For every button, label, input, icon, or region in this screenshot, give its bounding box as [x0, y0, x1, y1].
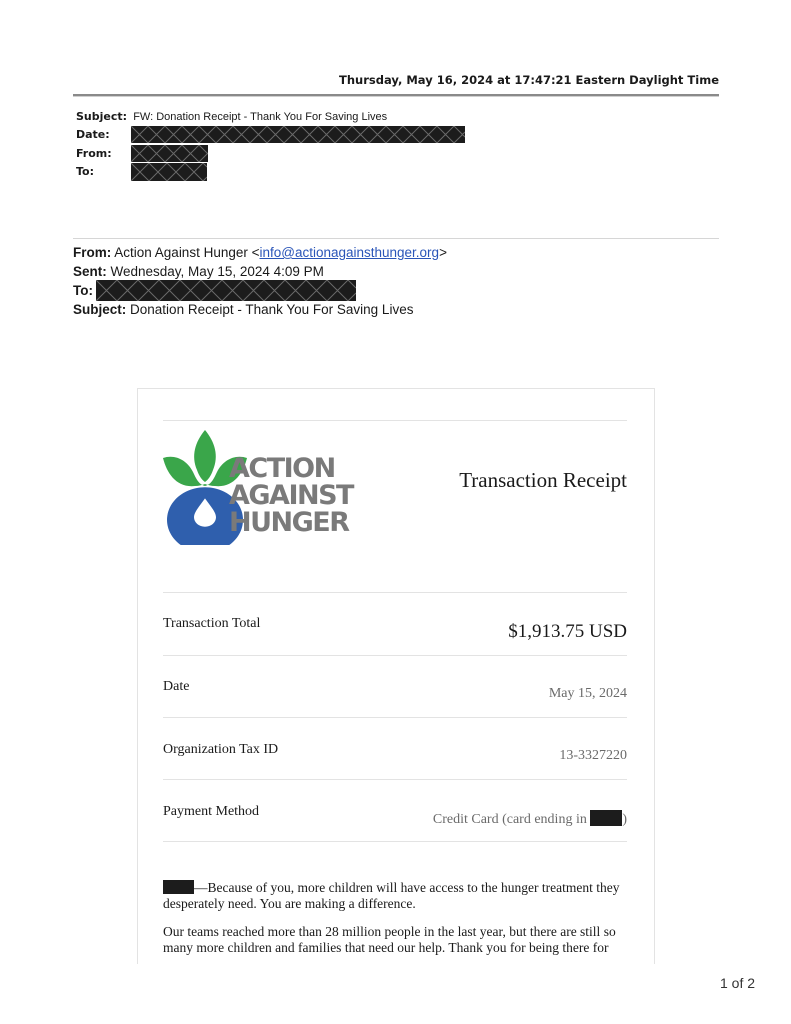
- row-divider: [163, 592, 627, 593]
- outer-from-label: From:: [76, 147, 112, 160]
- payment-method-label: Payment Method: [163, 804, 260, 819]
- fwd-sent-label: Sent:: [73, 264, 107, 279]
- email-divider: [73, 238, 719, 239]
- redaction-to: [131, 163, 207, 181]
- logo-text-against: AGAINST: [229, 480, 353, 511]
- impact-paragraph: Our teams reached more than 28 million people in the last year, but there are still so many more children and families that need our help. Thank you for being there for: [163, 924, 616, 955]
- redaction-from: [131, 145, 208, 162]
- fwd-from-close: >: [439, 245, 447, 260]
- payment-method-value: [433, 810, 627, 828]
- fwd-from-label: From:: [73, 245, 112, 260]
- fwd-sent-value: Wednesday, May 15, 2024 4:09 PM: [110, 264, 324, 279]
- outer-subject-label: Subject:: [76, 110, 128, 123]
- page-number: 1 of 2: [720, 975, 756, 991]
- transaction-total-label: Transaction Total: [163, 616, 261, 631]
- redaction-date: [131, 126, 465, 143]
- fwd-from-name: Action Against Hunger <: [114, 245, 260, 260]
- transaction-total-value: $1,913.75 USD: [508, 621, 627, 642]
- thank-you-paragraph: [163, 880, 629, 911]
- date-value: May 15, 2024: [548, 686, 627, 701]
- outer-subject-line: [76, 110, 387, 123]
- fwd-subject-value: Donation Receipt - Thank You For Saving Lives: [130, 302, 414, 317]
- logo-text-action: ACTION: [229, 453, 335, 484]
- outer-to-label: To:: [76, 165, 94, 178]
- redaction-donor-name: [163, 880, 194, 894]
- tax-id-label: Organization Tax ID: [163, 742, 279, 757]
- card-top-rule: [163, 420, 627, 421]
- row-divider: [163, 655, 627, 656]
- payment-method-prefix: Credit Card (card ending in: [432, 812, 591, 827]
- redaction-card-digits: [590, 810, 622, 826]
- tax-id-value: 13-3327220: [559, 748, 627, 763]
- outer-from-line: [76, 147, 112, 160]
- redaction-fwd-to: [96, 280, 356, 301]
- fwd-subject-label: Subject:: [73, 302, 127, 317]
- fwd-sent-line: [73, 264, 324, 279]
- fwd-subject-line: [73, 302, 413, 317]
- fwd-to-label: To:: [73, 283, 93, 298]
- date-label: Date: [163, 679, 190, 694]
- outer-to-line: [76, 165, 94, 178]
- row-divider: [163, 779, 627, 780]
- print-timestamp-header: Thursday, May 16, 2024 at 17:47:21 Eastern Daylight Time: [339, 73, 719, 87]
- outer-date-label: Date:: [76, 128, 110, 141]
- row-divider: [163, 841, 627, 842]
- header-divider-shadow: [73, 96, 719, 97]
- thank-you-text: —Because of you, more children will have access to the hunger treatment they desperately need. You are making a difference.: [163, 880, 620, 911]
- row-divider: [163, 717, 627, 718]
- logo-text-hunger: HUNGER: [229, 507, 349, 538]
- outer-subject-value: FW: Donation Receipt - Thank You For Saving Lives: [133, 111, 388, 123]
- fwd-to-line: [73, 283, 93, 298]
- receipt-title: Transaction Receipt: [459, 468, 627, 492]
- sender-email-link[interactable]: info@actionagainsthunger.org: [259, 245, 440, 260]
- payment-method-suffix: ): [622, 812, 627, 827]
- fwd-from-line: [73, 245, 447, 260]
- outer-date-line: [76, 128, 110, 141]
